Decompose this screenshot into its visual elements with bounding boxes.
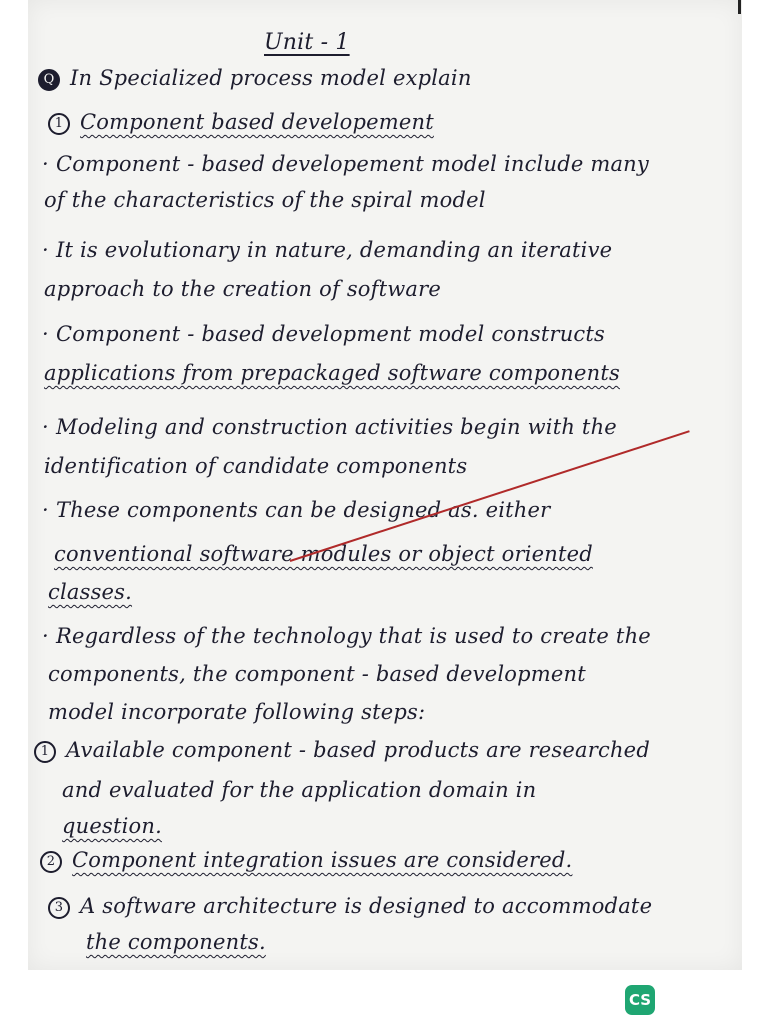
bullet-6-line-1: · Regardless of the technology that is used to create the [42, 624, 651, 648]
bullet-2-line-1: · It is evolutionary in nature, demanding an iterative [42, 238, 613, 262]
question-marker: Q [38, 69, 60, 91]
step-2-number: 2 [40, 851, 62, 873]
page-edge-mark [738, 0, 741, 14]
step-3-line-2: the components. [86, 930, 266, 954]
bullet-4-line-1: · Modeling and construction activities begin with the [42, 415, 617, 439]
subheading-number: 1 [48, 113, 70, 135]
step-1-line-3: question. [62, 814, 162, 838]
bullet-1-line-2: of the characteristics of the spiral model [44, 188, 486, 212]
step-2-line-1: 2 Component integration issues are considered. [40, 848, 572, 873]
bullet-4-line-2: identification of candidate components [44, 454, 468, 478]
bullet-2-line-2: approach to the creation of software [44, 277, 442, 301]
page-title: Unit - 1 [264, 30, 350, 55]
bullet-3-line-1: · Component - based development model constructs [42, 322, 606, 346]
bullet-1-line-1: · Component - based developement model include many [42, 152, 649, 176]
bullet-5-line-2: conventional software modules or object oriented [54, 542, 593, 566]
bullet-6-line-2: components, the component - based development [48, 662, 586, 686]
step-1-line-1: 1 Available component - based products are researched [34, 738, 650, 763]
step-1-number: 1 [34, 741, 56, 763]
step-3-number: 3 [48, 897, 70, 919]
bullet-6-line-3: model incorporate following steps: [48, 700, 426, 724]
subheading: 1 Component based developement [48, 110, 434, 135]
notebook-page [28, 0, 742, 970]
step-3-line-1: 3 A software architecture is designed to accommodate [48, 894, 652, 919]
camscanner-logo-icon: CS [625, 985, 655, 1015]
bullet-5-line-1: · These components can be designed as. either [42, 498, 551, 522]
question-line: Q In Specialized process model explain [38, 66, 472, 91]
bullet-5-line-3: classes. [48, 580, 133, 604]
bullet-3-line-2: applications from prepackaged software components [44, 361, 620, 385]
step-1-line-2: and evaluated for the application domain in [62, 778, 537, 802]
